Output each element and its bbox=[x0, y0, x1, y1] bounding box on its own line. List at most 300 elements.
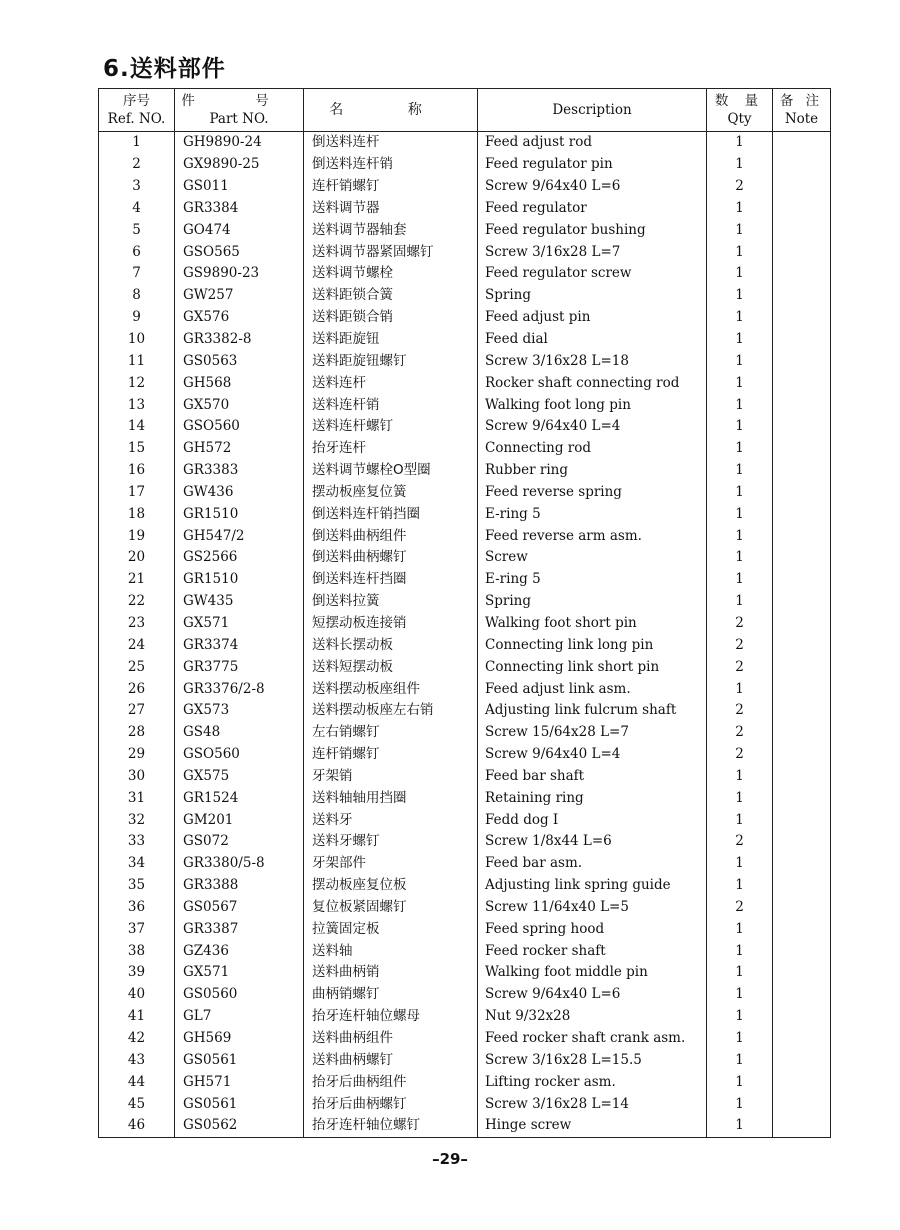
part-number: GW435 bbox=[175, 591, 304, 613]
ref-number: 36 bbox=[99, 897, 175, 919]
quantity: 1 bbox=[707, 591, 773, 613]
note bbox=[773, 591, 831, 613]
part-description: Feed adjust link asm. bbox=[478, 678, 707, 700]
ref-number: 19 bbox=[99, 525, 175, 547]
header-part-cn: 件 号 bbox=[181, 93, 297, 109]
part-description: Screw 9/64x40 L=6 bbox=[478, 176, 707, 198]
part-description: Feed adjust rod bbox=[478, 132, 707, 154]
part-number: GL7 bbox=[175, 1006, 304, 1028]
quantity: 1 bbox=[707, 1071, 773, 1093]
part-name-cn: 左右销螺钉 bbox=[304, 722, 478, 744]
note bbox=[773, 525, 831, 547]
note bbox=[773, 394, 831, 416]
table-row bbox=[99, 591, 831, 613]
part-number: GR3383 bbox=[175, 460, 304, 482]
part-number: GS0561 bbox=[175, 1093, 304, 1115]
quantity: 2 bbox=[707, 613, 773, 635]
quantity: 1 bbox=[707, 1028, 773, 1050]
table-row bbox=[99, 722, 831, 744]
note bbox=[773, 219, 831, 241]
note bbox=[773, 350, 831, 372]
table-row bbox=[99, 1093, 831, 1115]
table-row bbox=[99, 831, 831, 853]
ref-number: 28 bbox=[99, 722, 175, 744]
part-number: GR3376/2-8 bbox=[175, 678, 304, 700]
part-description: Feed regulator bushing bbox=[478, 219, 707, 241]
note bbox=[773, 460, 831, 482]
part-description: Screw 3/16x28 L=7 bbox=[478, 241, 707, 263]
quantity: 1 bbox=[707, 875, 773, 897]
note bbox=[773, 176, 831, 198]
quantity: 1 bbox=[707, 984, 773, 1006]
header-qty-en: Qty bbox=[727, 111, 752, 127]
ref-number: 16 bbox=[99, 460, 175, 482]
part-description: Feed adjust pin bbox=[478, 307, 707, 329]
part-number: GR1510 bbox=[175, 503, 304, 525]
quantity: 2 bbox=[707, 722, 773, 744]
part-number: GR1510 bbox=[175, 569, 304, 591]
part-number: GS0561 bbox=[175, 1049, 304, 1071]
ref-number: 26 bbox=[99, 678, 175, 700]
note bbox=[773, 918, 831, 940]
note bbox=[773, 962, 831, 984]
note bbox=[773, 722, 831, 744]
part-name-cn: 送料调节器 bbox=[304, 198, 478, 220]
part-description: E-ring 5 bbox=[478, 503, 707, 525]
quantity: 2 bbox=[707, 656, 773, 678]
quantity: 1 bbox=[707, 1115, 773, 1137]
note bbox=[773, 263, 831, 285]
part-description: Feed rocker shaft bbox=[478, 940, 707, 962]
part-name-cn: 倒送料曲柄组件 bbox=[304, 525, 478, 547]
part-description: Adjusting link fulcrum shaft bbox=[478, 700, 707, 722]
table-row bbox=[99, 285, 831, 307]
part-description: Feed regulator screw bbox=[478, 263, 707, 285]
part-name-cn: 复位板紧固螺钉 bbox=[304, 897, 478, 919]
table-row bbox=[99, 350, 831, 372]
table-row bbox=[99, 132, 831, 154]
ref-number: 3 bbox=[99, 176, 175, 198]
ref-number: 1 bbox=[99, 132, 175, 154]
part-number: GS072 bbox=[175, 831, 304, 853]
part-name-cn: 送料调节螺栓 bbox=[304, 263, 478, 285]
part-name-cn: 送料距锁合销 bbox=[304, 307, 478, 329]
ref-number: 37 bbox=[99, 918, 175, 940]
part-number: GX570 bbox=[175, 394, 304, 416]
quantity: 1 bbox=[707, 154, 773, 176]
quantity: 1 bbox=[707, 263, 773, 285]
ref-number: 20 bbox=[99, 547, 175, 569]
part-number: GR3380/5-8 bbox=[175, 853, 304, 875]
note bbox=[773, 787, 831, 809]
part-name-cn: 牙架销 bbox=[304, 765, 478, 787]
part-description: Spring bbox=[478, 285, 707, 307]
part-number: GR3384 bbox=[175, 198, 304, 220]
part-name-cn: 送料曲柄组件 bbox=[304, 1028, 478, 1050]
part-name-cn: 送料摆动板座左右销 bbox=[304, 700, 478, 722]
part-name-cn: 送料调节螺栓O型圈 bbox=[304, 460, 478, 482]
quantity: 1 bbox=[707, 503, 773, 525]
quantity: 1 bbox=[707, 765, 773, 787]
ref-number: 13 bbox=[99, 394, 175, 416]
part-description: E-ring 5 bbox=[478, 569, 707, 591]
table-row bbox=[99, 1115, 831, 1137]
header-ref bbox=[99, 89, 175, 132]
note bbox=[773, 613, 831, 635]
part-name-cn: 送料距旋钮螺钉 bbox=[304, 350, 478, 372]
table-row bbox=[99, 482, 831, 504]
ref-number: 8 bbox=[99, 285, 175, 307]
part-description: Feed regulator bbox=[478, 198, 707, 220]
quantity: 1 bbox=[707, 853, 773, 875]
ref-number: 41 bbox=[99, 1006, 175, 1028]
quantity: 2 bbox=[707, 831, 773, 853]
ref-number: 35 bbox=[99, 875, 175, 897]
note bbox=[773, 700, 831, 722]
note bbox=[773, 984, 831, 1006]
ref-number: 6 bbox=[99, 241, 175, 263]
ref-number: 30 bbox=[99, 765, 175, 787]
note bbox=[773, 482, 831, 504]
table-row bbox=[99, 438, 831, 460]
ref-number: 44 bbox=[99, 1071, 175, 1093]
table-row bbox=[99, 1006, 831, 1028]
part-number: GR3388 bbox=[175, 875, 304, 897]
table-row bbox=[99, 154, 831, 176]
part-number: GS0567 bbox=[175, 897, 304, 919]
part-number: GS0560 bbox=[175, 984, 304, 1006]
table-row bbox=[99, 372, 831, 394]
quantity: 1 bbox=[707, 1006, 773, 1028]
ref-number: 32 bbox=[99, 809, 175, 831]
table-row bbox=[99, 307, 831, 329]
part-number: GR3374 bbox=[175, 634, 304, 656]
header-ref-en: Ref. NO. bbox=[107, 111, 166, 127]
part-description: Feed spring hood bbox=[478, 918, 707, 940]
part-name-cn: 送料轴 bbox=[304, 940, 478, 962]
table-row bbox=[99, 700, 831, 722]
part-name-cn: 曲柄销螺钉 bbox=[304, 984, 478, 1006]
part-name-cn: 摆动板座复位簧 bbox=[304, 482, 478, 504]
part-description: Screw 11/64x40 L=5 bbox=[478, 897, 707, 919]
quantity: 1 bbox=[707, 1093, 773, 1115]
part-number: GR3382-8 bbox=[175, 329, 304, 351]
note bbox=[773, 154, 831, 176]
part-name-cn: 送料长摆动板 bbox=[304, 634, 478, 656]
part-number: GS011 bbox=[175, 176, 304, 198]
part-number: GH568 bbox=[175, 372, 304, 394]
part-name-cn: 送料短摆动板 bbox=[304, 656, 478, 678]
part-name-cn: 摆动板座复位板 bbox=[304, 875, 478, 897]
part-number: GS9890-23 bbox=[175, 263, 304, 285]
part-description: Nut 9/32x28 bbox=[478, 1006, 707, 1028]
quantity: 1 bbox=[707, 416, 773, 438]
quantity: 1 bbox=[707, 350, 773, 372]
note bbox=[773, 241, 831, 263]
part-name-cn: 送料曲柄螺钉 bbox=[304, 1049, 478, 1071]
part-description: Spring bbox=[478, 591, 707, 613]
table-header-row bbox=[99, 89, 831, 132]
quantity: 1 bbox=[707, 678, 773, 700]
quantity: 1 bbox=[707, 1049, 773, 1071]
table-row bbox=[99, 787, 831, 809]
note bbox=[773, 132, 831, 154]
table-row bbox=[99, 962, 831, 984]
quantity: 1 bbox=[707, 132, 773, 154]
part-description: Screw 3/16x28 L=18 bbox=[478, 350, 707, 372]
ref-number: 42 bbox=[99, 1028, 175, 1050]
part-number: GH572 bbox=[175, 438, 304, 460]
part-number: GM201 bbox=[175, 809, 304, 831]
table-row bbox=[99, 853, 831, 875]
part-description: Connecting link long pin bbox=[478, 634, 707, 656]
quantity: 1 bbox=[707, 241, 773, 263]
table-row bbox=[99, 1049, 831, 1071]
ref-number: 17 bbox=[99, 482, 175, 504]
part-name-cn: 抬牙后曲柄组件 bbox=[304, 1071, 478, 1093]
parts-table bbox=[98, 88, 831, 1138]
ref-number: 43 bbox=[99, 1049, 175, 1071]
table-row bbox=[99, 329, 831, 351]
header-note-en: Note bbox=[784, 111, 819, 127]
table-row bbox=[99, 503, 831, 525]
part-name-cn: 抬牙连杆 bbox=[304, 438, 478, 460]
table-row bbox=[99, 198, 831, 220]
part-name-cn: 送料调节器紧固螺钉 bbox=[304, 241, 478, 263]
note bbox=[773, 372, 831, 394]
part-number: GX571 bbox=[175, 613, 304, 635]
part-name-cn: 倒送料连杆 bbox=[304, 132, 478, 154]
part-name-cn: 抬牙后曲柄螺钉 bbox=[304, 1093, 478, 1115]
note bbox=[773, 765, 831, 787]
part-name-cn: 送料调节器轴套 bbox=[304, 219, 478, 241]
ref-number: 29 bbox=[99, 744, 175, 766]
ref-number: 33 bbox=[99, 831, 175, 853]
part-description: Rubber ring bbox=[478, 460, 707, 482]
ref-number: 46 bbox=[99, 1115, 175, 1137]
part-name-cn: 倒送料曲柄螺钉 bbox=[304, 547, 478, 569]
part-description: Retaining ring bbox=[478, 787, 707, 809]
table-row bbox=[99, 394, 831, 416]
part-description: Feed bar asm. bbox=[478, 853, 707, 875]
part-name-cn: 倒送料连杆销 bbox=[304, 154, 478, 176]
part-number: GR3387 bbox=[175, 918, 304, 940]
part-name-cn: 短摆动板连接销 bbox=[304, 613, 478, 635]
part-name-cn: 送料距锁合簧 bbox=[304, 285, 478, 307]
quantity: 1 bbox=[707, 569, 773, 591]
table-row bbox=[99, 678, 831, 700]
ref-number: 14 bbox=[99, 416, 175, 438]
part-description: Walking foot long pin bbox=[478, 394, 707, 416]
note bbox=[773, 1049, 831, 1071]
page-title: 6.送料部件 bbox=[103, 56, 226, 82]
ref-number: 10 bbox=[99, 329, 175, 351]
quantity: 1 bbox=[707, 329, 773, 351]
part-number: GX571 bbox=[175, 962, 304, 984]
part-name-cn: 送料连杆 bbox=[304, 372, 478, 394]
note bbox=[773, 569, 831, 591]
part-number: GH571 bbox=[175, 1071, 304, 1093]
ref-number: 27 bbox=[99, 700, 175, 722]
header-description: Description bbox=[478, 89, 707, 132]
part-name-cn: 倒送料拉簧 bbox=[304, 591, 478, 613]
part-number: GH569 bbox=[175, 1028, 304, 1050]
part-name-cn: 倒送料连杆销挡圈 bbox=[304, 503, 478, 525]
table-row bbox=[99, 765, 831, 787]
part-description: Screw 15/64x28 L=7 bbox=[478, 722, 707, 744]
part-description: Feed bar shaft bbox=[478, 765, 707, 787]
header-note-cn: 备 注 bbox=[779, 93, 824, 109]
ref-number: 25 bbox=[99, 656, 175, 678]
part-number: GX576 bbox=[175, 307, 304, 329]
note bbox=[773, 897, 831, 919]
part-number: GSO560 bbox=[175, 744, 304, 766]
part-name-cn: 送料牙 bbox=[304, 809, 478, 831]
note bbox=[773, 1115, 831, 1137]
part-number: GH547/2 bbox=[175, 525, 304, 547]
part-number: GS48 bbox=[175, 722, 304, 744]
part-name-cn: 连杆销螺钉 bbox=[304, 744, 478, 766]
header-part-en: Part NO. bbox=[209, 111, 269, 127]
quantity: 1 bbox=[707, 482, 773, 504]
header-ref-cn: 序号 bbox=[123, 93, 150, 109]
part-number: GR3775 bbox=[175, 656, 304, 678]
note bbox=[773, 438, 831, 460]
table-row bbox=[99, 984, 831, 1006]
note bbox=[773, 1006, 831, 1028]
table-row bbox=[99, 569, 831, 591]
quantity: 2 bbox=[707, 634, 773, 656]
part-description: Screw 9/64x40 L=6 bbox=[478, 984, 707, 1006]
table-row bbox=[99, 809, 831, 831]
part-number: GS0563 bbox=[175, 350, 304, 372]
part-name-cn: 送料距旋钮 bbox=[304, 329, 478, 351]
quantity: 1 bbox=[707, 940, 773, 962]
part-description: Screw 9/64x40 L=4 bbox=[478, 416, 707, 438]
table-row bbox=[99, 1071, 831, 1093]
header-qty-cn: 数 量 bbox=[714, 93, 765, 109]
table-row bbox=[99, 525, 831, 547]
quantity: 1 bbox=[707, 809, 773, 831]
part-number: GR1524 bbox=[175, 787, 304, 809]
page-number: –29– bbox=[432, 1150, 468, 1168]
table-row bbox=[99, 918, 831, 940]
table-row bbox=[99, 875, 831, 897]
note bbox=[773, 198, 831, 220]
ref-number: 18 bbox=[99, 503, 175, 525]
part-description: Screw 9/64x40 L=4 bbox=[478, 744, 707, 766]
part-description: Adjusting link spring guide bbox=[478, 875, 707, 897]
part-name-cn: 送料轴轴用挡圈 bbox=[304, 787, 478, 809]
ref-number: 12 bbox=[99, 372, 175, 394]
note bbox=[773, 329, 831, 351]
ref-number: 34 bbox=[99, 853, 175, 875]
part-name-cn: 送料牙螺钉 bbox=[304, 831, 478, 853]
note bbox=[773, 1028, 831, 1050]
part-number: GH9890-24 bbox=[175, 132, 304, 154]
note bbox=[773, 416, 831, 438]
table-row bbox=[99, 219, 831, 241]
quantity: 2 bbox=[707, 744, 773, 766]
part-description: Walking foot middle pin bbox=[478, 962, 707, 984]
part-description: Walking foot short pin bbox=[478, 613, 707, 635]
ref-number: 11 bbox=[99, 350, 175, 372]
table-row bbox=[99, 460, 831, 482]
note bbox=[773, 809, 831, 831]
part-name-cn: 牙架部件 bbox=[304, 853, 478, 875]
quantity: 1 bbox=[707, 372, 773, 394]
part-description: Feed reverse spring bbox=[478, 482, 707, 504]
quantity: 1 bbox=[707, 525, 773, 547]
note bbox=[773, 503, 831, 525]
table-row bbox=[99, 613, 831, 635]
part-number: GS0562 bbox=[175, 1115, 304, 1137]
table-row bbox=[99, 547, 831, 569]
part-name-cn: 连杆销螺钉 bbox=[304, 176, 478, 198]
part-description: Screw 1/8x44 L=6 bbox=[478, 831, 707, 853]
quantity: 1 bbox=[707, 787, 773, 809]
part-number: GX9890-25 bbox=[175, 154, 304, 176]
ref-number: 2 bbox=[99, 154, 175, 176]
part-description: Rocker shaft connecting rod bbox=[478, 372, 707, 394]
ref-number: 40 bbox=[99, 984, 175, 1006]
table-row bbox=[99, 1028, 831, 1050]
table-row bbox=[99, 897, 831, 919]
part-number: GO474 bbox=[175, 219, 304, 241]
ref-number: 24 bbox=[99, 634, 175, 656]
part-name-cn: 拉簧固定板 bbox=[304, 918, 478, 940]
note bbox=[773, 656, 831, 678]
ref-number: 7 bbox=[99, 263, 175, 285]
header-part bbox=[175, 89, 304, 132]
note bbox=[773, 547, 831, 569]
quantity: 1 bbox=[707, 285, 773, 307]
ref-number: 38 bbox=[99, 940, 175, 962]
quantity: 1 bbox=[707, 307, 773, 329]
ref-number: 31 bbox=[99, 787, 175, 809]
note bbox=[773, 307, 831, 329]
ref-number: 9 bbox=[99, 307, 175, 329]
quantity: 2 bbox=[707, 176, 773, 198]
part-name-cn: 送料曲柄销 bbox=[304, 962, 478, 984]
quantity: 1 bbox=[707, 438, 773, 460]
note bbox=[773, 831, 831, 853]
part-name-cn: 倒送料连杆挡圈 bbox=[304, 569, 478, 591]
note bbox=[773, 940, 831, 962]
part-description: Feed dial bbox=[478, 329, 707, 351]
table-row bbox=[99, 940, 831, 962]
note bbox=[773, 1071, 831, 1093]
part-name-cn: 送料摆动板座组件 bbox=[304, 678, 478, 700]
quantity: 1 bbox=[707, 962, 773, 984]
header-note bbox=[773, 89, 831, 132]
ref-number: 5 bbox=[99, 219, 175, 241]
part-number: GW436 bbox=[175, 482, 304, 504]
part-name-cn: 抬牙连杆轴位螺母 bbox=[304, 1006, 478, 1028]
part-description: Screw bbox=[478, 547, 707, 569]
part-description: Connecting rod bbox=[478, 438, 707, 460]
quantity: 2 bbox=[707, 897, 773, 919]
part-description: Hinge screw bbox=[478, 1115, 707, 1137]
part-number: GS2566 bbox=[175, 547, 304, 569]
quantity: 1 bbox=[707, 394, 773, 416]
quantity: 1 bbox=[707, 198, 773, 220]
part-description: Connecting link short pin bbox=[478, 656, 707, 678]
header-qty bbox=[707, 89, 773, 132]
header-name-cn: 名 称 bbox=[304, 89, 478, 132]
ref-number: 45 bbox=[99, 1093, 175, 1115]
quantity: 1 bbox=[707, 460, 773, 482]
